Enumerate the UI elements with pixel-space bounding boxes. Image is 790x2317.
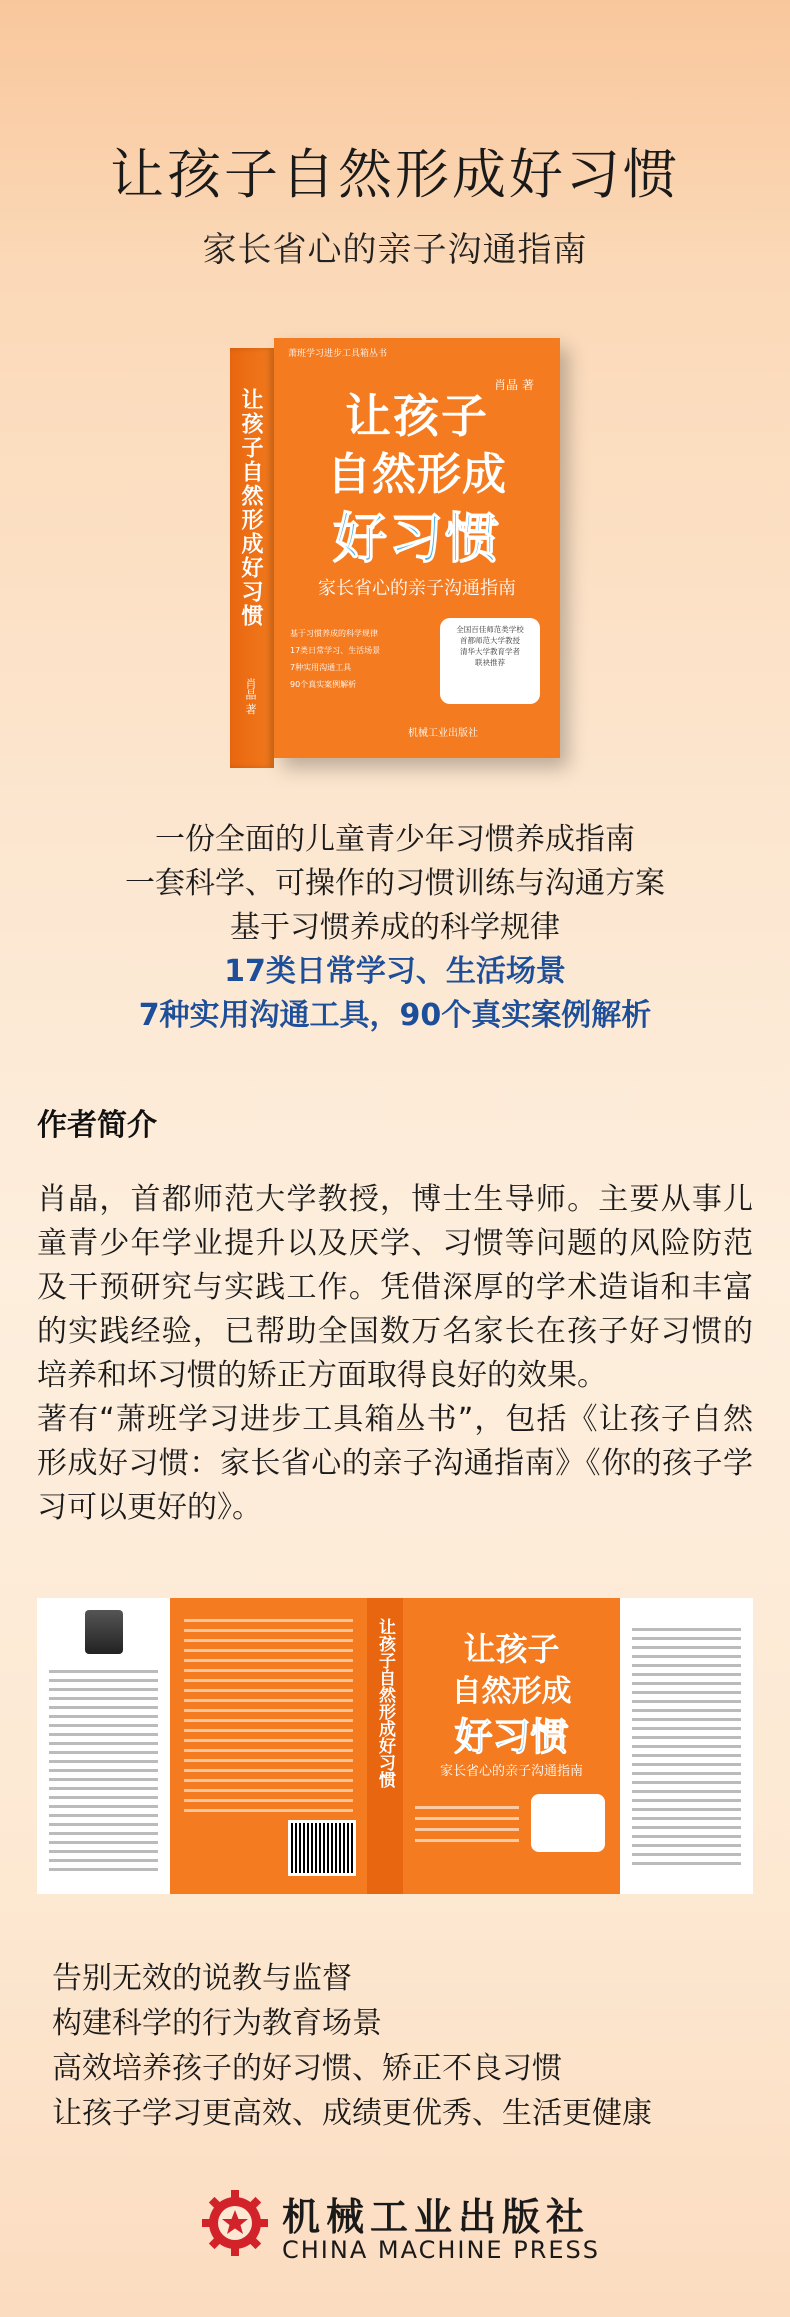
bio-paragraph: 著有“萧班学习进步工具箱丛书”，包括《让孩子自然形成好习惯：家长省心的亲子沟通指南》《你的孩子学习可以更好的》。 <box>37 1402 753 1525</box>
spread-spine-title: 让孩子自然形成好习惯 <box>375 1618 395 1788</box>
closing-line: 告别无效的说教与监督 <box>52 1961 352 1996</box>
badge-line: 全国百佳师范类学校 <box>456 625 524 634</box>
intro-block <box>0 818 790 1038</box>
left-flap <box>37 1598 170 1894</box>
closing-line: 让孩子学习更高效、成绩更优秀、生活更健康 <box>52 2096 652 2131</box>
publisher-name-cn: 机械工业出版社 <box>282 2195 591 2239</box>
flap-text <box>632 1622 741 1871</box>
cover-title-line2: 自然形成 <box>327 449 507 500</box>
intro-line: 基于习惯养成的科学规律 <box>230 910 560 945</box>
cover-title-line3: 好习惯 <box>333 507 501 570</box>
badge-line: 联袂推荐 <box>475 658 505 667</box>
cover-subtitle: 家长省心的亲子沟通指南 <box>318 578 516 599</box>
spread-title-line1: 让孩子 <box>463 1630 560 1668</box>
back-cover <box>170 1598 367 1894</box>
cover-badge <box>440 618 540 704</box>
cover-bullets <box>290 628 430 696</box>
badge-line: 首都师范大学教授 <box>460 636 520 645</box>
spread-bullets <box>415 1798 519 1850</box>
flap-text <box>49 1664 158 1877</box>
cover-bullet: 90个真实案例解析 <box>290 680 357 689</box>
book-spine <box>230 348 274 768</box>
right-flap <box>620 1598 753 1894</box>
spread-front <box>403 1598 620 1894</box>
spread-title-line2: 自然形成 <box>451 1674 572 1709</box>
publisher-logo <box>200 2184 600 2274</box>
spread-subtitle: 家长省心的亲子沟通指南 <box>439 1764 583 1779</box>
intro-highlight: 17类日常学习、生活场景 <box>224 954 566 989</box>
book-spread-image <box>37 1598 753 1894</box>
spread-title-line3: 好习惯 <box>454 1715 569 1759</box>
barcode <box>288 1820 356 1876</box>
cover-bullet: 17类日常学习、生活场景 <box>290 646 381 655</box>
back-text <box>184 1612 353 1819</box>
cover-publisher: 机械工业出版社 <box>408 728 478 739</box>
gear-star-icon <box>200 2188 270 2258</box>
cover-author: 肖晶 著 <box>494 378 534 392</box>
bio-paragraph: 肖晶，首都师范大学教授，博士生导师。主要从事儿童青少年学业提升以及厌学、习惯等问题的风险防范及干预研究与实践工作。凭借深厚的学术造诣和丰富的实践经验，已帮助全国数万名家长在孩子好习惯的培养和坏习惯的矫正方面取得良好的效果。 <box>37 1182 753 1393</box>
intro-line: 一份全面的儿童青少年习惯养成指南 <box>155 822 635 857</box>
spine-author: 肖晶 著 <box>244 678 257 715</box>
author-heading: 作者简介 <box>37 1108 157 1143</box>
cover-bullet: 基于习惯养成的科学规律 <box>290 629 378 638</box>
spine-title: 让孩子自然形成好习惯 <box>238 388 263 628</box>
book-cover-image <box>230 338 560 768</box>
spread-badge <box>531 1794 605 1852</box>
page-title: 让孩子自然形成好习惯 <box>110 143 680 206</box>
badge-line: 清华大学教育学者 <box>460 647 520 656</box>
cover-series: 萧班学习进步工具箱丛书 <box>288 349 388 359</box>
book-front <box>274 338 560 758</box>
spread-spine <box>367 1598 403 1894</box>
author-photo <box>85 1610 123 1654</box>
closing-line: 构建科学的行为教育场景 <box>52 2006 382 2041</box>
cover-bullet: 7种实用沟通工具 <box>290 663 352 672</box>
publisher-name-en: CHINA MACHINE PRESS <box>282 2236 600 2264</box>
page-subtitle: 家长省心的亲子沟通指南 <box>202 230 588 270</box>
cover-title-line1: 让孩子 <box>345 389 489 443</box>
author-bio <box>37 1178 753 1530</box>
closing-line: 高效培养孩子的好习惯、矫正不良习惯 <box>52 2051 562 2086</box>
closing-block <box>52 1956 752 2136</box>
intro-line: 一套科学、可操作的习惯训练与沟通方案 <box>125 866 665 901</box>
intro-highlight: 7种实用沟通工具，90个真实案例解析 <box>138 998 652 1033</box>
